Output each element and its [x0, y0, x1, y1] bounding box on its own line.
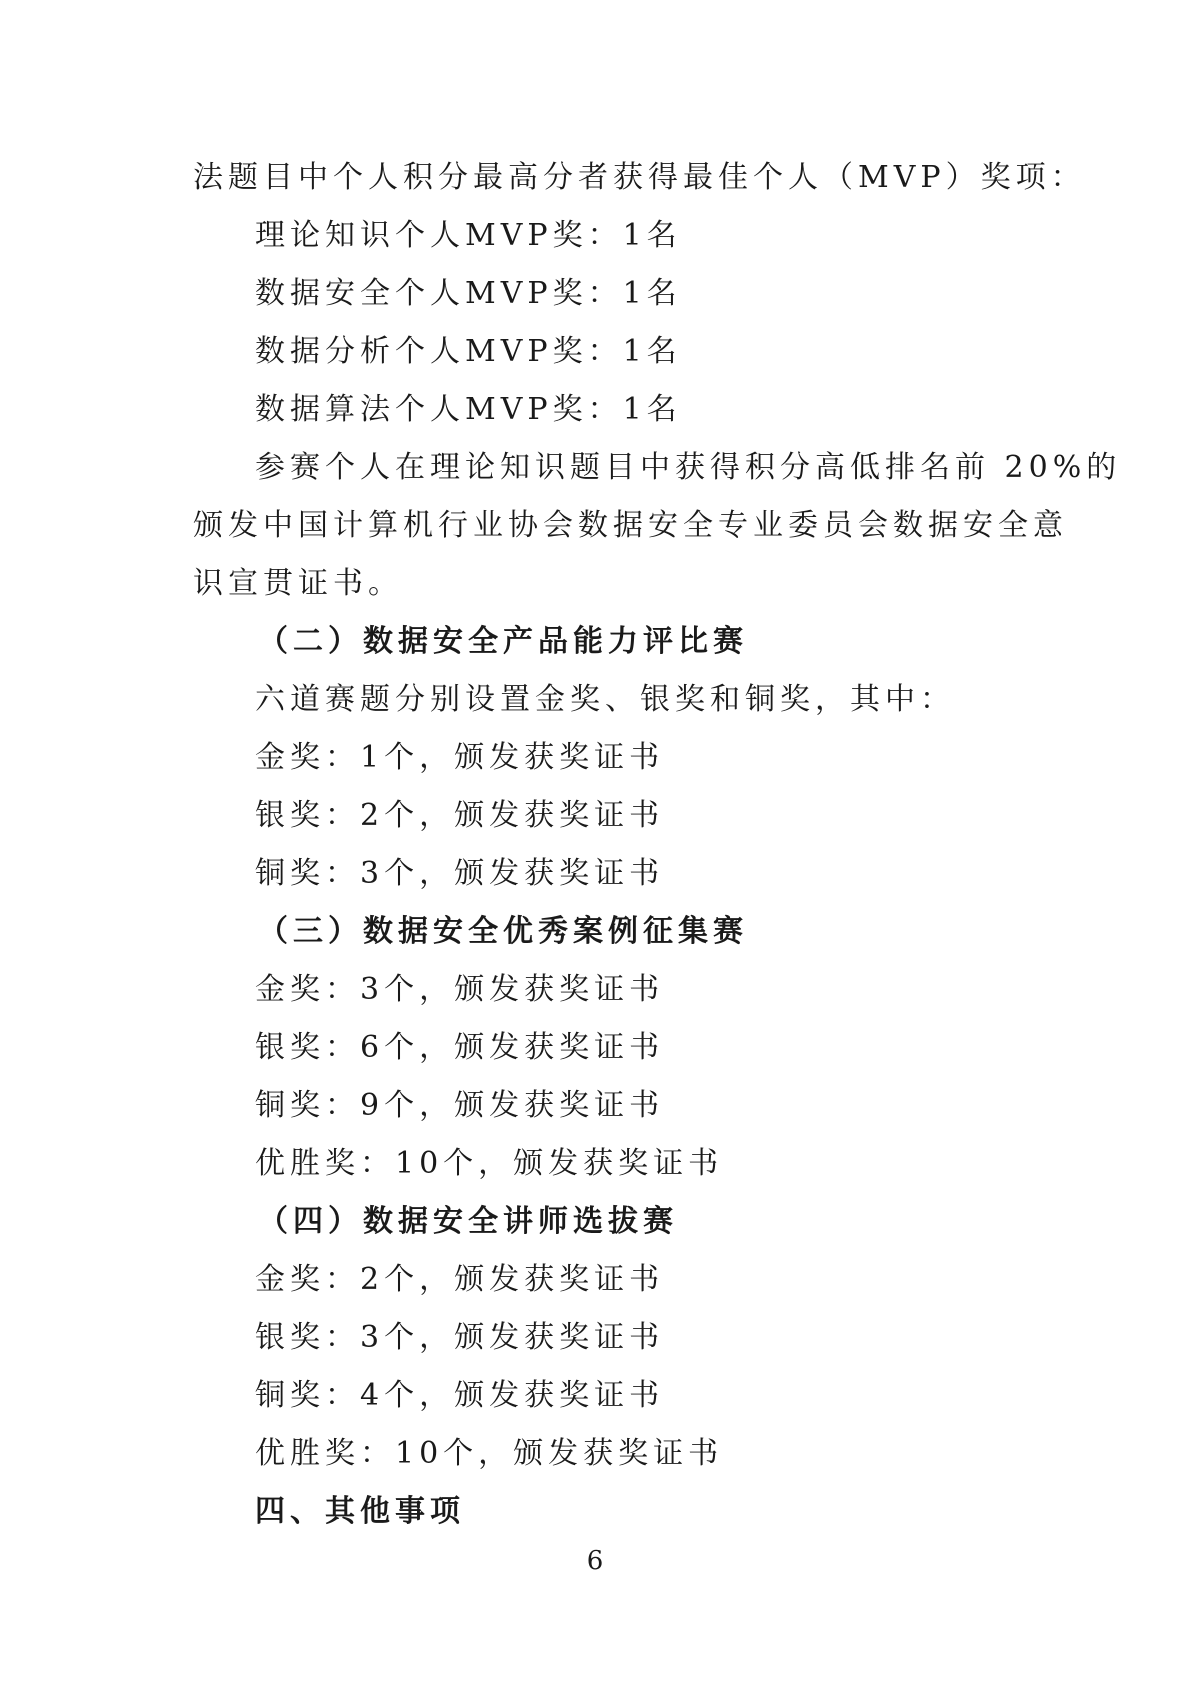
chapter-heading: 四、其他事项 — [255, 1494, 465, 1529]
section-heading: （二）数据安全产品能力评比赛 — [258, 624, 748, 659]
paragraph-line: 参赛个人在理论知识题目中获得积分高低排名前 20%的 — [255, 450, 1122, 485]
section-heading: （三）数据安全优秀案例征集赛 — [258, 914, 748, 949]
paragraph-line: 法题目中个人积分最高分者获得最佳个人（MVP）奖项： — [193, 160, 1086, 195]
award-item: 金奖：1个，颁发获奖证书 — [255, 740, 665, 775]
paragraph-line: 颁发中国计算机行业协会数据安全专业委员会数据安全意 — [193, 508, 1068, 543]
award-item: 银奖：3个，颁发获奖证书 — [255, 1320, 665, 1355]
award-item: 优胜奖：10个，颁发获奖证书 — [255, 1436, 724, 1471]
paragraph-line: 识宣贯证书。 — [193, 566, 403, 601]
award-item: 铜奖：3个，颁发获奖证书 — [255, 856, 665, 891]
award-item: 铜奖：4个，颁发获奖证书 — [255, 1378, 665, 1413]
section-heading: （四）数据安全讲师选拔赛 — [258, 1204, 678, 1239]
award-item: 数据分析个人MVP奖：1名 — [255, 334, 682, 369]
award-item: 优胜奖：10个，颁发获奖证书 — [255, 1146, 724, 1181]
page-number: 6 — [586, 1546, 604, 1576]
award-item: 数据算法个人MVP奖：1名 — [255, 392, 682, 427]
award-item: 数据安全个人MVP奖：1名 — [255, 276, 682, 311]
award-item: 铜奖：9个，颁发获奖证书 — [255, 1088, 665, 1123]
award-item: 金奖：2个，颁发获奖证书 — [255, 1262, 665, 1297]
award-item: 理论知识个人MVP奖：1名 — [255, 218, 682, 253]
award-item: 银奖：2个，颁发获奖证书 — [255, 798, 665, 833]
award-item: 金奖：3个，颁发获奖证书 — [255, 972, 665, 1007]
award-item: 银奖：6个，颁发获奖证书 — [255, 1030, 665, 1065]
paragraph-line: 六道赛题分别设置金奖、银奖和铜奖，其中： — [255, 682, 955, 717]
